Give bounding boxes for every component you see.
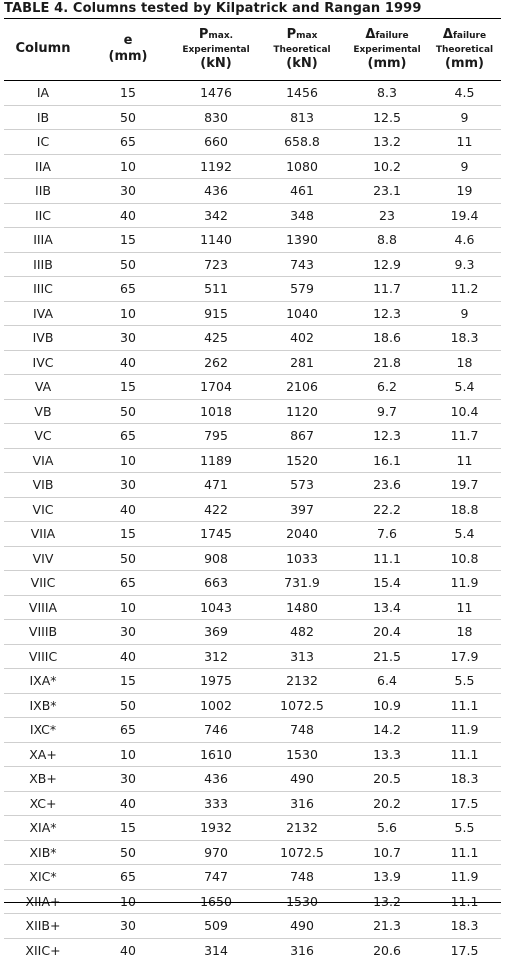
cell-pmax-theoretical: 1072.5 — [258, 841, 346, 865]
cell-pmax-theoretical: 658.8 — [258, 130, 346, 154]
cell-e: 40 — [82, 645, 174, 669]
cell-pmax-theoretical: 490 — [258, 767, 346, 791]
header-pexp-unit: (kN) — [200, 56, 231, 72]
cell-delta-theoretical: 18.8 — [428, 498, 501, 522]
table-row — [4, 130, 501, 155]
cell-pmax-experimental: 1932 — [174, 816, 258, 840]
cell-delta-theoretical: 11.9 — [428, 718, 501, 742]
cell-delta-experimental: 8.8 — [346, 228, 428, 252]
header-column-label: Column — [16, 41, 71, 57]
cell-pmax-theoretical: 348 — [258, 204, 346, 228]
cell-column: VIC — [4, 498, 82, 522]
cell-column: VC — [4, 424, 82, 448]
cell-column: XIIB+ — [4, 914, 82, 938]
cell-column: VIIA — [4, 522, 82, 546]
cell-delta-theoretical: 10.4 — [428, 400, 501, 424]
cell-e: 50 — [82, 400, 174, 424]
cell-e: 40 — [82, 498, 174, 522]
cell-column: IB — [4, 106, 82, 130]
header-pth-unit: (kN) — [286, 56, 317, 72]
cell-pmax-experimental: 1745 — [174, 522, 258, 546]
cell-pmax-theoretical: 1080 — [258, 155, 346, 179]
cell-e: 15 — [82, 669, 174, 693]
cell-column: XC+ — [4, 792, 82, 816]
cell-pmax-theoretical: 281 — [258, 351, 346, 375]
cell-pmax-experimental: 908 — [174, 547, 258, 571]
cell-delta-theoretical: 11.2 — [428, 277, 501, 301]
cell-pmax-theoretical: 813 — [258, 106, 346, 130]
cell-delta-theoretical: 11.1 — [428, 890, 501, 914]
cell-e: 30 — [82, 473, 174, 497]
cell-delta-experimental: 10.7 — [346, 841, 428, 865]
cell-delta-experimental: 23.6 — [346, 473, 428, 497]
cell-pmax-theoretical: 573 — [258, 473, 346, 497]
cell-pmax-theoretical: 1456 — [258, 81, 346, 105]
cell-e: 10 — [82, 155, 174, 179]
cell-column: XIC* — [4, 865, 82, 889]
cell-pmax-experimental: 1975 — [174, 669, 258, 693]
cell-delta-theoretical: 5.4 — [428, 522, 501, 546]
cell-pmax-theoretical: 402 — [258, 326, 346, 350]
cell-delta-experimental: 7.6 — [346, 522, 428, 546]
cell-delta-experimental: 21.8 — [346, 351, 428, 375]
cell-delta-theoretical: 11.7 — [428, 424, 501, 448]
cell-delta-theoretical: 4.5 — [428, 81, 501, 105]
cell-delta-experimental: 20.4 — [346, 620, 428, 644]
cell-pmax-experimental: 312 — [174, 645, 258, 669]
cell-e: 10 — [82, 596, 174, 620]
table-row — [4, 914, 501, 939]
cell-delta-experimental: 13.2 — [346, 890, 428, 914]
cell-pmax-theoretical: 397 — [258, 498, 346, 522]
cell-e: 30 — [82, 326, 174, 350]
table-row — [4, 669, 501, 694]
cell-column: XIA* — [4, 816, 82, 840]
cell-e: 30 — [82, 620, 174, 644]
cell-delta-experimental: 13.9 — [346, 865, 428, 889]
header-pth-main: P — [287, 27, 297, 42]
table-row — [4, 939, 501, 962]
cell-delta-theoretical: 17.5 — [428, 792, 501, 816]
table-row — [4, 571, 501, 596]
cell-column: VA — [4, 375, 82, 399]
cell-e: 65 — [82, 424, 174, 448]
cell-column: VB — [4, 400, 82, 424]
header-dexp-symbol — [365, 27, 408, 44]
cell-delta-experimental: 12.5 — [346, 106, 428, 130]
cell-delta-theoretical: 11 — [428, 130, 501, 154]
cell-e: 40 — [82, 939, 174, 962]
cell-pmax-experimental: 663 — [174, 571, 258, 595]
table-row — [4, 277, 501, 302]
cell-pmax-experimental: 1002 — [174, 694, 258, 718]
cell-column: XIIA+ — [4, 890, 82, 914]
cell-delta-experimental: 13.2 — [346, 130, 428, 154]
cell-pmax-experimental: 970 — [174, 841, 258, 865]
table-row — [4, 326, 501, 351]
cell-delta-theoretical: 10.8 — [428, 547, 501, 571]
cell-pmax-theoretical: 2132 — [258, 669, 346, 693]
cell-column: IVC — [4, 351, 82, 375]
cell-pmax-theoretical: 316 — [258, 939, 346, 962]
cell-pmax-theoretical: 748 — [258, 865, 346, 889]
cell-pmax-experimental: 509 — [174, 914, 258, 938]
cell-column: VIB — [4, 473, 82, 497]
cell-column: IIC — [4, 204, 82, 228]
cell-e: 40 — [82, 792, 174, 816]
cell-pmax-experimental: 1043 — [174, 596, 258, 620]
header-dth-symbol — [443, 27, 486, 44]
cell-pmax-experimental: 436 — [174, 179, 258, 203]
cell-pmax-experimental: 1140 — [174, 228, 258, 252]
cell-pmax-theoretical: 1390 — [258, 228, 346, 252]
cell-delta-theoretical: 9.3 — [428, 253, 501, 277]
cell-delta-experimental: 9.7 — [346, 400, 428, 424]
cell-pmax-theoretical: 313 — [258, 645, 346, 669]
cell-e: 10 — [82, 302, 174, 326]
cell-column: IIA — [4, 155, 82, 179]
cell-e: 65 — [82, 130, 174, 154]
cell-delta-theoretical: 11 — [428, 596, 501, 620]
cell-e: 30 — [82, 914, 174, 938]
header-pth-sub: max — [296, 31, 317, 41]
cell-delta-theoretical: 19.4 — [428, 204, 501, 228]
cell-delta-theoretical: 5.5 — [428, 669, 501, 693]
cell-pmax-experimental: 723 — [174, 253, 258, 277]
cell-pmax-theoretical: 2106 — [258, 375, 346, 399]
cell-delta-theoretical: 5.5 — [428, 816, 501, 840]
table-row — [4, 694, 501, 719]
cell-pmax-theoretical: 1530 — [258, 890, 346, 914]
cell-e: 50 — [82, 547, 174, 571]
cell-delta-experimental: 13.4 — [346, 596, 428, 620]
cell-delta-theoretical: 4.6 — [428, 228, 501, 252]
table-header — [4, 20, 501, 78]
cell-e: 50 — [82, 253, 174, 277]
cell-delta-theoretical: 9 — [428, 106, 501, 130]
table-row — [4, 204, 501, 229]
cell-e: 65 — [82, 277, 174, 301]
cell-e: 10 — [82, 890, 174, 914]
cell-pmax-experimental: 1189 — [174, 449, 258, 473]
table-row — [4, 449, 501, 474]
cell-delta-theoretical: 18 — [428, 351, 501, 375]
cell-delta-experimental: 21.5 — [346, 645, 428, 669]
cell-delta-experimental: 20.2 — [346, 792, 428, 816]
cell-delta-theoretical: 9 — [428, 155, 501, 179]
cell-e: 15 — [82, 816, 174, 840]
cell-delta-experimental: 12.9 — [346, 253, 428, 277]
cell-pmax-experimental: 746 — [174, 718, 258, 742]
cell-pmax-theoretical: 1520 — [258, 449, 346, 473]
cell-delta-experimental: 18.6 — [346, 326, 428, 350]
header-pexp-main: P — [199, 27, 209, 42]
cell-pmax-theoretical: 482 — [258, 620, 346, 644]
cell-pmax-experimental: 422 — [174, 498, 258, 522]
cell-delta-experimental: 16.1 — [346, 449, 428, 473]
cell-pmax-theoretical: 1530 — [258, 743, 346, 767]
cell-delta-theoretical: 11.9 — [428, 865, 501, 889]
cell-column: VIIIA — [4, 596, 82, 620]
cell-delta-experimental: 20.5 — [346, 767, 428, 791]
header-pexp-desc: Experimental — [182, 44, 249, 56]
cell-column: VIIIC — [4, 645, 82, 669]
cell-column: XIIC+ — [4, 939, 82, 962]
cell-column: IA — [4, 81, 82, 105]
header-e-label: e — [124, 33, 133, 49]
table-row — [4, 106, 501, 131]
table-row — [4, 841, 501, 866]
cell-delta-theoretical: 18.3 — [428, 326, 501, 350]
table-body — [4, 81, 501, 962]
table-row — [4, 473, 501, 498]
cell-delta-experimental: 12.3 — [346, 424, 428, 448]
cell-pmax-theoretical: 1033 — [258, 547, 346, 571]
table-row — [4, 424, 501, 449]
cell-pmax-experimental: 1476 — [174, 81, 258, 105]
header-pexp-symbol — [199, 27, 233, 44]
table-row — [4, 792, 501, 817]
cell-pmax-experimental: 1704 — [174, 375, 258, 399]
cell-pmax-theoretical: 743 — [258, 253, 346, 277]
table-row — [4, 375, 501, 400]
cell-pmax-experimental: 1650 — [174, 890, 258, 914]
cell-delta-theoretical: 11.1 — [428, 743, 501, 767]
table-row — [4, 743, 501, 768]
cell-column: IC — [4, 130, 82, 154]
header-dexp-main: Δ — [365, 27, 375, 42]
cell-delta-experimental: 10.2 — [346, 155, 428, 179]
cell-pmax-experimental: 1610 — [174, 743, 258, 767]
cell-delta-theoretical: 18.3 — [428, 914, 501, 938]
cell-e: 30 — [82, 179, 174, 203]
cell-delta-theoretical: 17.9 — [428, 645, 501, 669]
cell-delta-experimental: 21.3 — [346, 914, 428, 938]
cell-column: IIIA — [4, 228, 82, 252]
header-dth-main: Δ — [443, 27, 453, 42]
cell-delta-experimental: 23 — [346, 204, 428, 228]
header-pth-desc: Theoretical — [273, 44, 330, 56]
cell-column: IVB — [4, 326, 82, 350]
cell-pmax-experimental: 795 — [174, 424, 258, 448]
cell-delta-experimental: 15.4 — [346, 571, 428, 595]
cell-delta-experimental: 23.1 — [346, 179, 428, 203]
cell-column: IXB* — [4, 694, 82, 718]
cell-column: IXA* — [4, 669, 82, 693]
cell-delta-experimental: 5.6 — [346, 816, 428, 840]
header-dexp-sub: failure — [375, 31, 408, 41]
table-row — [4, 228, 501, 253]
table-row — [4, 302, 501, 327]
cell-pmax-theoretical: 461 — [258, 179, 346, 203]
cell-pmax-experimental: 436 — [174, 767, 258, 791]
cell-pmax-experimental: 425 — [174, 326, 258, 350]
cell-e: 40 — [82, 204, 174, 228]
cell-pmax-theoretical: 748 — [258, 718, 346, 742]
table-caption: TABLE 4. Columns tested by Kilpatrick and Rangan 1999 — [4, 1, 421, 17]
cell-column: IIIB — [4, 253, 82, 277]
cell-delta-theoretical: 19.7 — [428, 473, 501, 497]
header-delta-experimental — [346, 20, 428, 78]
cell-delta-experimental: 22.2 — [346, 498, 428, 522]
cell-delta-theoretical: 18.3 — [428, 767, 501, 791]
cell-pmax-experimental: 471 — [174, 473, 258, 497]
table-row — [4, 547, 501, 572]
cell-delta-experimental: 12.3 — [346, 302, 428, 326]
cell-e: 15 — [82, 522, 174, 546]
cell-pmax-theoretical: 2132 — [258, 816, 346, 840]
cell-e: 65 — [82, 865, 174, 889]
cell-delta-experimental: 6.2 — [346, 375, 428, 399]
cell-e: 40 — [82, 351, 174, 375]
cell-delta-experimental: 8.3 — [346, 81, 428, 105]
cell-pmax-experimental: 660 — [174, 130, 258, 154]
cell-delta-theoretical: 11.1 — [428, 841, 501, 865]
cell-e: 50 — [82, 106, 174, 130]
cell-e: 65 — [82, 571, 174, 595]
cell-pmax-experimental: 262 — [174, 351, 258, 375]
cell-pmax-experimental: 333 — [174, 792, 258, 816]
cell-delta-experimental: 20.6 — [346, 939, 428, 962]
cell-pmax-theoretical: 316 — [258, 792, 346, 816]
cell-pmax-experimental: 830 — [174, 106, 258, 130]
cell-delta-theoretical: 19 — [428, 179, 501, 203]
table-row — [4, 865, 501, 890]
table-row — [4, 351, 501, 376]
cell-pmax-theoretical: 731.9 — [258, 571, 346, 595]
cell-delta-theoretical: 17.5 — [428, 939, 501, 962]
header-eccentricity — [82, 20, 174, 78]
cell-column: VIA — [4, 449, 82, 473]
cell-delta-theoretical: 11.9 — [428, 571, 501, 595]
table-row — [4, 498, 501, 523]
cell-delta-theoretical: 5.4 — [428, 375, 501, 399]
cell-delta-experimental: 14.2 — [346, 718, 428, 742]
cell-pmax-theoretical: 490 — [258, 914, 346, 938]
cell-delta-experimental: 13.3 — [346, 743, 428, 767]
table-row — [4, 253, 501, 278]
table-row — [4, 155, 501, 180]
header-pth-symbol — [287, 27, 318, 44]
cell-column: IIIC — [4, 277, 82, 301]
cell-pmax-experimental: 747 — [174, 865, 258, 889]
cell-column: IXC* — [4, 718, 82, 742]
cell-e: 15 — [82, 228, 174, 252]
table-row — [4, 767, 501, 792]
cell-column: IVA — [4, 302, 82, 326]
cell-e: 10 — [82, 743, 174, 767]
header-dth-desc: Theoretical — [436, 44, 493, 56]
bottom-rule — [4, 902, 501, 903]
cell-column: XA+ — [4, 743, 82, 767]
cell-pmax-theoretical: 867 — [258, 424, 346, 448]
cell-delta-experimental: 11.1 — [346, 547, 428, 571]
header-pexp-sub: max. — [208, 31, 233, 41]
cell-delta-theoretical: 9 — [428, 302, 501, 326]
cell-pmax-experimental: 915 — [174, 302, 258, 326]
cell-delta-theoretical: 11.1 — [428, 694, 501, 718]
cell-delta-experimental: 10.9 — [346, 694, 428, 718]
cell-delta-theoretical: 18 — [428, 620, 501, 644]
cell-pmax-experimental: 342 — [174, 204, 258, 228]
table-row — [4, 596, 501, 621]
cell-e: 50 — [82, 841, 174, 865]
header-dexp-desc: Experimental — [353, 44, 420, 56]
table-row — [4, 522, 501, 547]
cell-pmax-theoretical: 2040 — [258, 522, 346, 546]
cell-e: 50 — [82, 694, 174, 718]
cell-pmax-experimental: 1192 — [174, 155, 258, 179]
cell-e: 10 — [82, 449, 174, 473]
cell-delta-experimental: 6.4 — [346, 669, 428, 693]
header-pmax-experimental — [174, 20, 258, 78]
cell-pmax-theoretical: 1120 — [258, 400, 346, 424]
header-dth-sub: failure — [453, 31, 486, 41]
cell-pmax-experimental: 511 — [174, 277, 258, 301]
cell-pmax-experimental: 1018 — [174, 400, 258, 424]
header-delta-theoretical — [428, 20, 501, 78]
header-column — [4, 20, 82, 78]
table-row — [4, 645, 501, 670]
cell-e: 30 — [82, 767, 174, 791]
cell-column: XB+ — [4, 767, 82, 791]
table-row — [4, 81, 501, 106]
cell-pmax-theoretical: 1072.5 — [258, 694, 346, 718]
cell-column: VIIIB — [4, 620, 82, 644]
header-dth-unit: (mm) — [445, 56, 484, 72]
cell-pmax-theoretical: 579 — [258, 277, 346, 301]
cell-pmax-theoretical: 1480 — [258, 596, 346, 620]
table-row — [4, 718, 501, 743]
cell-column: VIV — [4, 547, 82, 571]
cell-delta-experimental: 11.7 — [346, 277, 428, 301]
cell-column: VIIC — [4, 571, 82, 595]
table-row — [4, 620, 501, 645]
header-pmax-theoretical — [258, 20, 346, 78]
table-row — [4, 179, 501, 204]
cell-e: 65 — [82, 718, 174, 742]
cell-pmax-experimental: 369 — [174, 620, 258, 644]
cell-pmax-experimental: 314 — [174, 939, 258, 962]
cell-delta-theoretical: 11 — [428, 449, 501, 473]
table-row — [4, 400, 501, 425]
table-row — [4, 816, 501, 841]
cell-pmax-theoretical: 1040 — [258, 302, 346, 326]
cell-e: 15 — [82, 81, 174, 105]
header-dexp-unit: (mm) — [368, 56, 407, 72]
header-e-unit: (mm) — [109, 49, 148, 65]
cell-e: 15 — [82, 375, 174, 399]
top-rule — [4, 18, 501, 19]
cell-column: IIB — [4, 179, 82, 203]
cell-column: XIB* — [4, 841, 82, 865]
